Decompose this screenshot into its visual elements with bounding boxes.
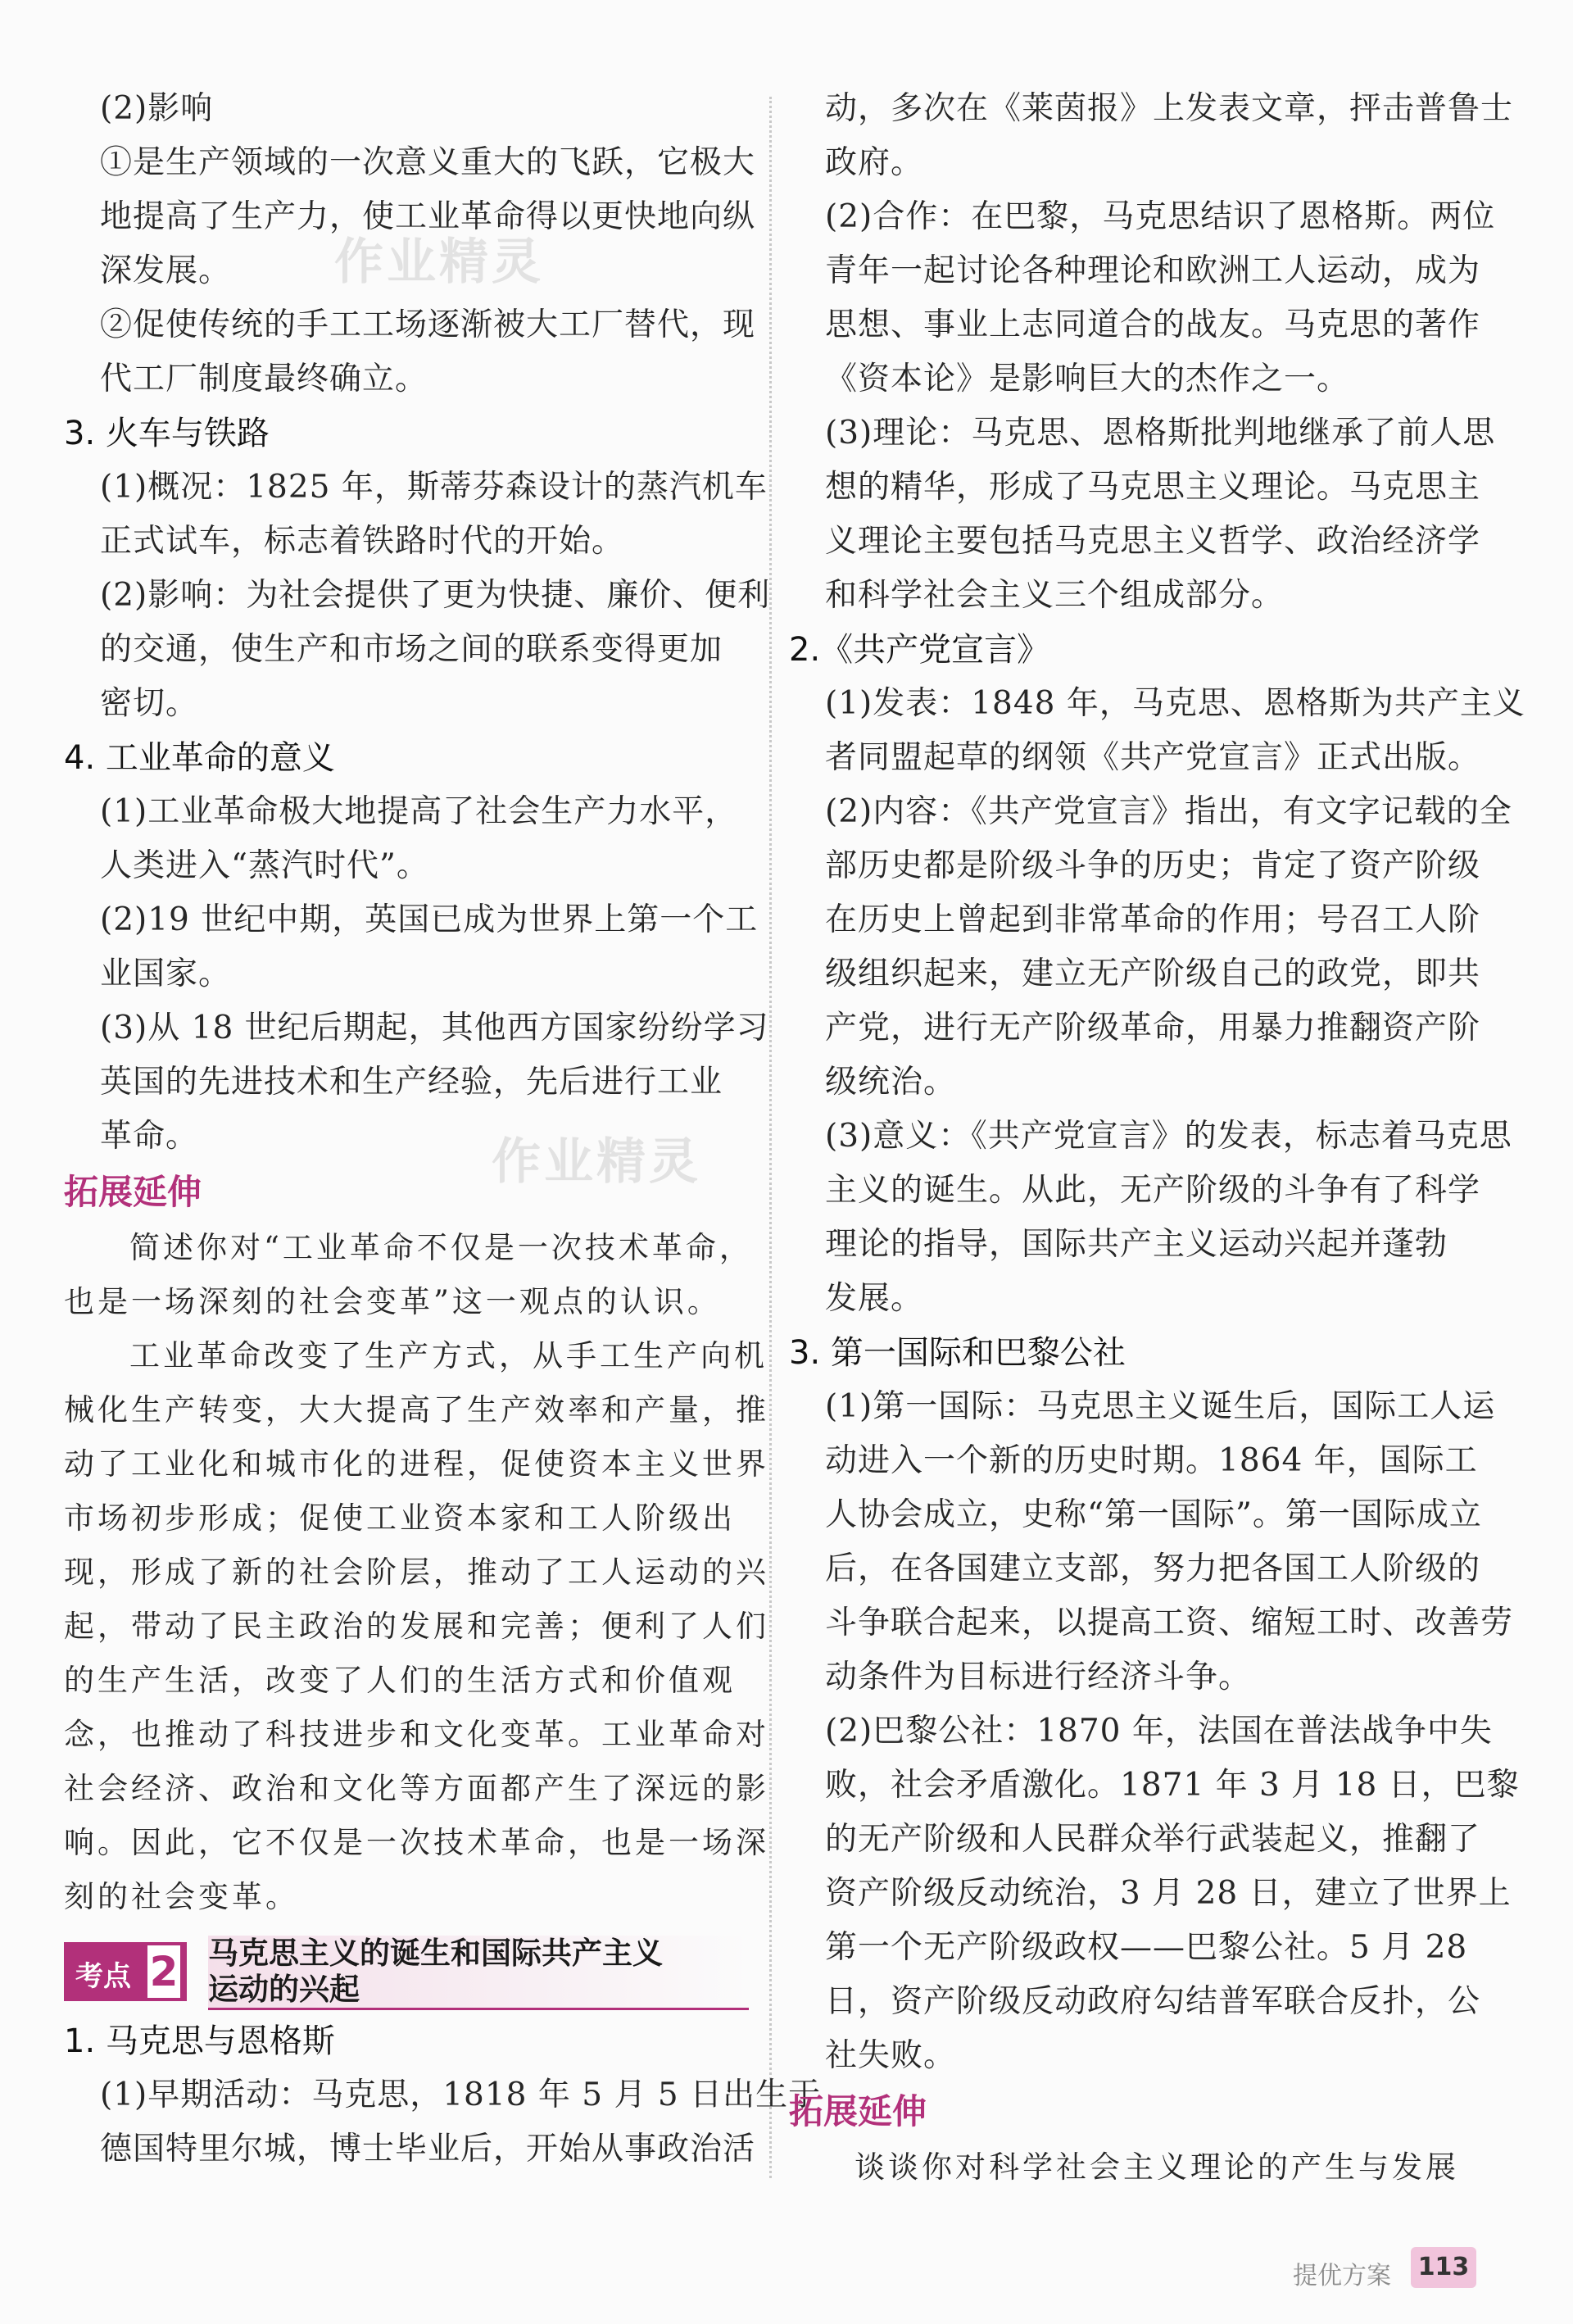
text-line: (1)发表：1848 年，马克思、恩格斯为共产主义 [825, 685, 1525, 722]
text-line: 的无产阶级和人民群众举行武装起义，推翻了 [825, 1821, 1481, 1858]
watermark: 作业精灵 [492, 1133, 701, 1191]
text-line: 社会经济、政治和文化等方面都产生了深远的影 [64, 1771, 769, 1806]
kaodian-badge [64, 1942, 187, 2001]
k3-p1 [789, 1380, 1514, 1704]
k1-p1-cont [789, 82, 1514, 190]
text-line: ①是生产领域的一次意义重大的飞跃，它极大 [100, 144, 756, 181]
text-line: 响。因此，它不仅是一次技术革命，也是一场深 [64, 1825, 769, 1860]
text-line: 在历史上曾起到非常革命的作用；号召工人阶 [825, 901, 1481, 938]
k3-title: 3. 第一国际和巴黎公社 [789, 1334, 1126, 1372]
k3-p2 [789, 1704, 1520, 2083]
text-line: (1)概况：1825 年，斯蒂芬森设计的蒸汽机车 [100, 469, 768, 506]
text-line: 德国特里尔城，博士毕业后，开始从事政治活 [100, 2131, 756, 2167]
text-line: 起，带动了民主政治的发展和完善；便利了人们 [64, 1609, 769, 1644]
section-3-p2 [64, 569, 771, 731]
text-line: (1)第一国际：马克思主义诞生后，国际工人运 [825, 1388, 1496, 1425]
text-line: 动条件为目标进行经济斗争。 [825, 1659, 1252, 1695]
right-column [789, 82, 1525, 2195]
k2-p3 [789, 1110, 1512, 1326]
impact-heading: (2)影响 [100, 90, 214, 127]
text-line: 发展。 [825, 1280, 924, 1317]
section-4-p3 [64, 1001, 769, 1164]
k1-p2 [789, 190, 1496, 406]
text-line: 动，多次在《莱茵报》上发表文章，抨击普鲁士 [825, 90, 1514, 127]
text-line: 业国家。 [100, 955, 232, 992]
watermark: 作业精灵 [334, 234, 544, 291]
text-line: 思想、事业上志同道合的战友。马克思的著作 [825, 306, 1481, 343]
text-line: 的交通，使生产和市场之间的联系变得更加 [100, 631, 723, 668]
text-line: 的生产生活，改变了人们的生活方式和价值观 [64, 1663, 736, 1698]
text-line: 念，也推动了科技进步和文化变革。工业革命对 [64, 1717, 769, 1752]
kaodian-number: 2 [147, 1945, 180, 1998]
text-line: 革命。 [100, 1118, 199, 1155]
impact-2 [64, 298, 756, 406]
k1-p3 [789, 406, 1496, 623]
k2-p2 [789, 785, 1512, 1110]
text-line: 现，形成了新的社会阶层，推动了工人运动的兴 [64, 1555, 769, 1590]
k2-title: 2.《共产党宣言》 [789, 631, 1050, 669]
section-3-p1 [64, 461, 768, 569]
text-line: 动进入一个新的历史时期。1864 年，国际工 [825, 1442, 1478, 1479]
text-line: 理论的指导，国际共产主义运动兴起并蓬勃 [825, 1226, 1448, 1263]
page-number: 113 [1411, 2247, 1476, 2288]
text-line: (2)巴黎公社：1870 年，法国在普法战争中失 [825, 1713, 1493, 1750]
text-line: 人类进入“蒸汽时代”。 [100, 847, 429, 884]
text-line: (2)19 世纪中期，英国已成为世界上第一个工 [100, 901, 759, 938]
text-line: (2)合作：在巴黎，马克思结识了恩格斯。两位 [825, 198, 1496, 235]
text-line: (2)影响：为社会提供了更为快捷、廉价、便利 [100, 577, 771, 614]
text-line: 械化生产转变，大大提高了生产效率和产量，推 [64, 1392, 769, 1428]
text-line: 者同盟起草的纲领《共产党宣言》正式出版。 [825, 739, 1481, 776]
k2-p1 [789, 677, 1525, 785]
text-line: 动了工业化和城市化的进程，促使资本主义世界 [64, 1446, 769, 1482]
text-line: (3)从 18 世纪后期起，其他西方国家纷纷学习 [100, 1010, 769, 1046]
k1-title: 1. 马克思与恩格斯 [64, 2022, 335, 2060]
text-line: 级组织起来，建立无产阶级自己的政党，即共 [825, 955, 1481, 992]
text-line: 《资本论》是影响巨大的杰作之一。 [825, 361, 1350, 397]
text-line: (3)意义：《共产党宣言》的发表，标志着马克思 [825, 1118, 1512, 1155]
footer-brand: 提优方案 [1293, 2262, 1391, 2290]
text-line: 密切。 [100, 685, 199, 722]
section-3-title: 3. 火车与铁路 [64, 415, 270, 452]
text-line: 青年一起讨论各种理论和欧洲工人运动，成为 [825, 252, 1481, 289]
text-line: 地提高了生产力，使工业革命得以更快地向纵 [100, 198, 756, 235]
text-line: 主义的诞生。从此，无产阶级的斗争有了科学 [825, 1172, 1481, 1209]
text-line: 第一个无产阶级政权——巴黎公社。5 月 28 [825, 1929, 1468, 1966]
text-line: 和科学社会主义三个组成部分。 [825, 577, 1285, 614]
text-line: 想的精华，形成了马克思主义理论。马克思主 [825, 469, 1481, 506]
kaodian-header [64, 1936, 752, 2011]
text-line: 资产阶级反动统治，3 月 28 日，建立了世界上 [825, 1875, 1512, 1912]
text-line: (2)内容：《共产党宣言》指出，有文字记载的全 [825, 793, 1512, 830]
text-line: 英国的先进技术和生产经验，先后进行工业 [100, 1064, 723, 1101]
text-line: 也是一场深刻的社会变革”这一观点的认识。 [64, 1284, 721, 1319]
text-line: 部历史都是阶级斗争的历史；肯定了资产阶级 [825, 847, 1481, 884]
text-line: (1)早期活动：马克思，1818 年 5 月 5 日出生于 [100, 2077, 822, 2113]
left-column [64, 82, 822, 2176]
kaodian-label: 考点 [75, 1960, 131, 1993]
kaodian-title-line2: 运动的兴起 [208, 1972, 360, 2007]
text-line: 败，社会矛盾激化。1871 年 3 月 18 日，巴黎 [825, 1767, 1520, 1804]
text-line: 政府。 [825, 144, 924, 181]
text-line: 刻的社会变革。 [64, 1879, 299, 1914]
section-4-title: 4. 工业革命的意义 [64, 739, 335, 777]
extension-question-right: 谈谈你对科学社会主义理论的产生与发展 [854, 2149, 1459, 2185]
text-line: (3)理论：马克思、恩格斯批判地继承了前人思 [825, 415, 1496, 452]
kaodian-title [208, 1936, 749, 2010]
section-4-p2 [64, 893, 759, 1001]
k1-p1 [64, 2068, 822, 2176]
text-line: 简述你对“工业革命不仅是一次技术革命， [129, 1230, 753, 1265]
text-line: 义理论主要包括马克思主义哲学、政治经济学 [825, 523, 1481, 560]
text-line: 代工厂制度最终确立。 [100, 361, 428, 397]
extension-answer [64, 1329, 769, 1924]
text-line: 人协会成立，史称“第一国际”。第一国际成立 [825, 1496, 1482, 1533]
impact-1 [64, 136, 756, 298]
text-line: 产党，进行无产阶级革命，用暴力推翻资产阶 [825, 1010, 1481, 1046]
text-line: 斗争联合起来，以提高工资、缩短工时、改善劳 [825, 1605, 1514, 1641]
kaodian-title-line1: 马克思主义的诞生和国际共产主义 [208, 1936, 663, 1971]
text-line: 级统治。 [825, 1064, 957, 1101]
text-line: 后，在各国建立支部，努力把各国工人阶级的 [825, 1550, 1481, 1587]
text-line: 深发展。 [100, 252, 232, 289]
text-line: 正式试车，标志着铁路时代的开始。 [100, 523, 625, 560]
text-line: (1)工业革命极大地提高了社会生产力水平， [100, 793, 738, 830]
text-line: 日，资产阶级反动政府勾结普军联合反扑，公 [825, 1983, 1481, 2020]
text-line: 市场初步形成；促使工业资本家和工人阶级出 [64, 1500, 736, 1536]
column-divider [769, 97, 772, 2178]
text-line: ②促使传统的手工工场逐渐被大工厂替代，现 [100, 306, 756, 343]
section-4-p1 [64, 785, 752, 893]
extension-title: 拓展延伸 [64, 1172, 202, 1212]
extension-question [64, 1221, 752, 1329]
extension-title-right: 拓展延伸 [789, 2091, 927, 2131]
text-line: 工业革命改变了生产方式，从手工生产向机 [129, 1338, 768, 1373]
text-line: 社失败。 [825, 2037, 957, 2074]
